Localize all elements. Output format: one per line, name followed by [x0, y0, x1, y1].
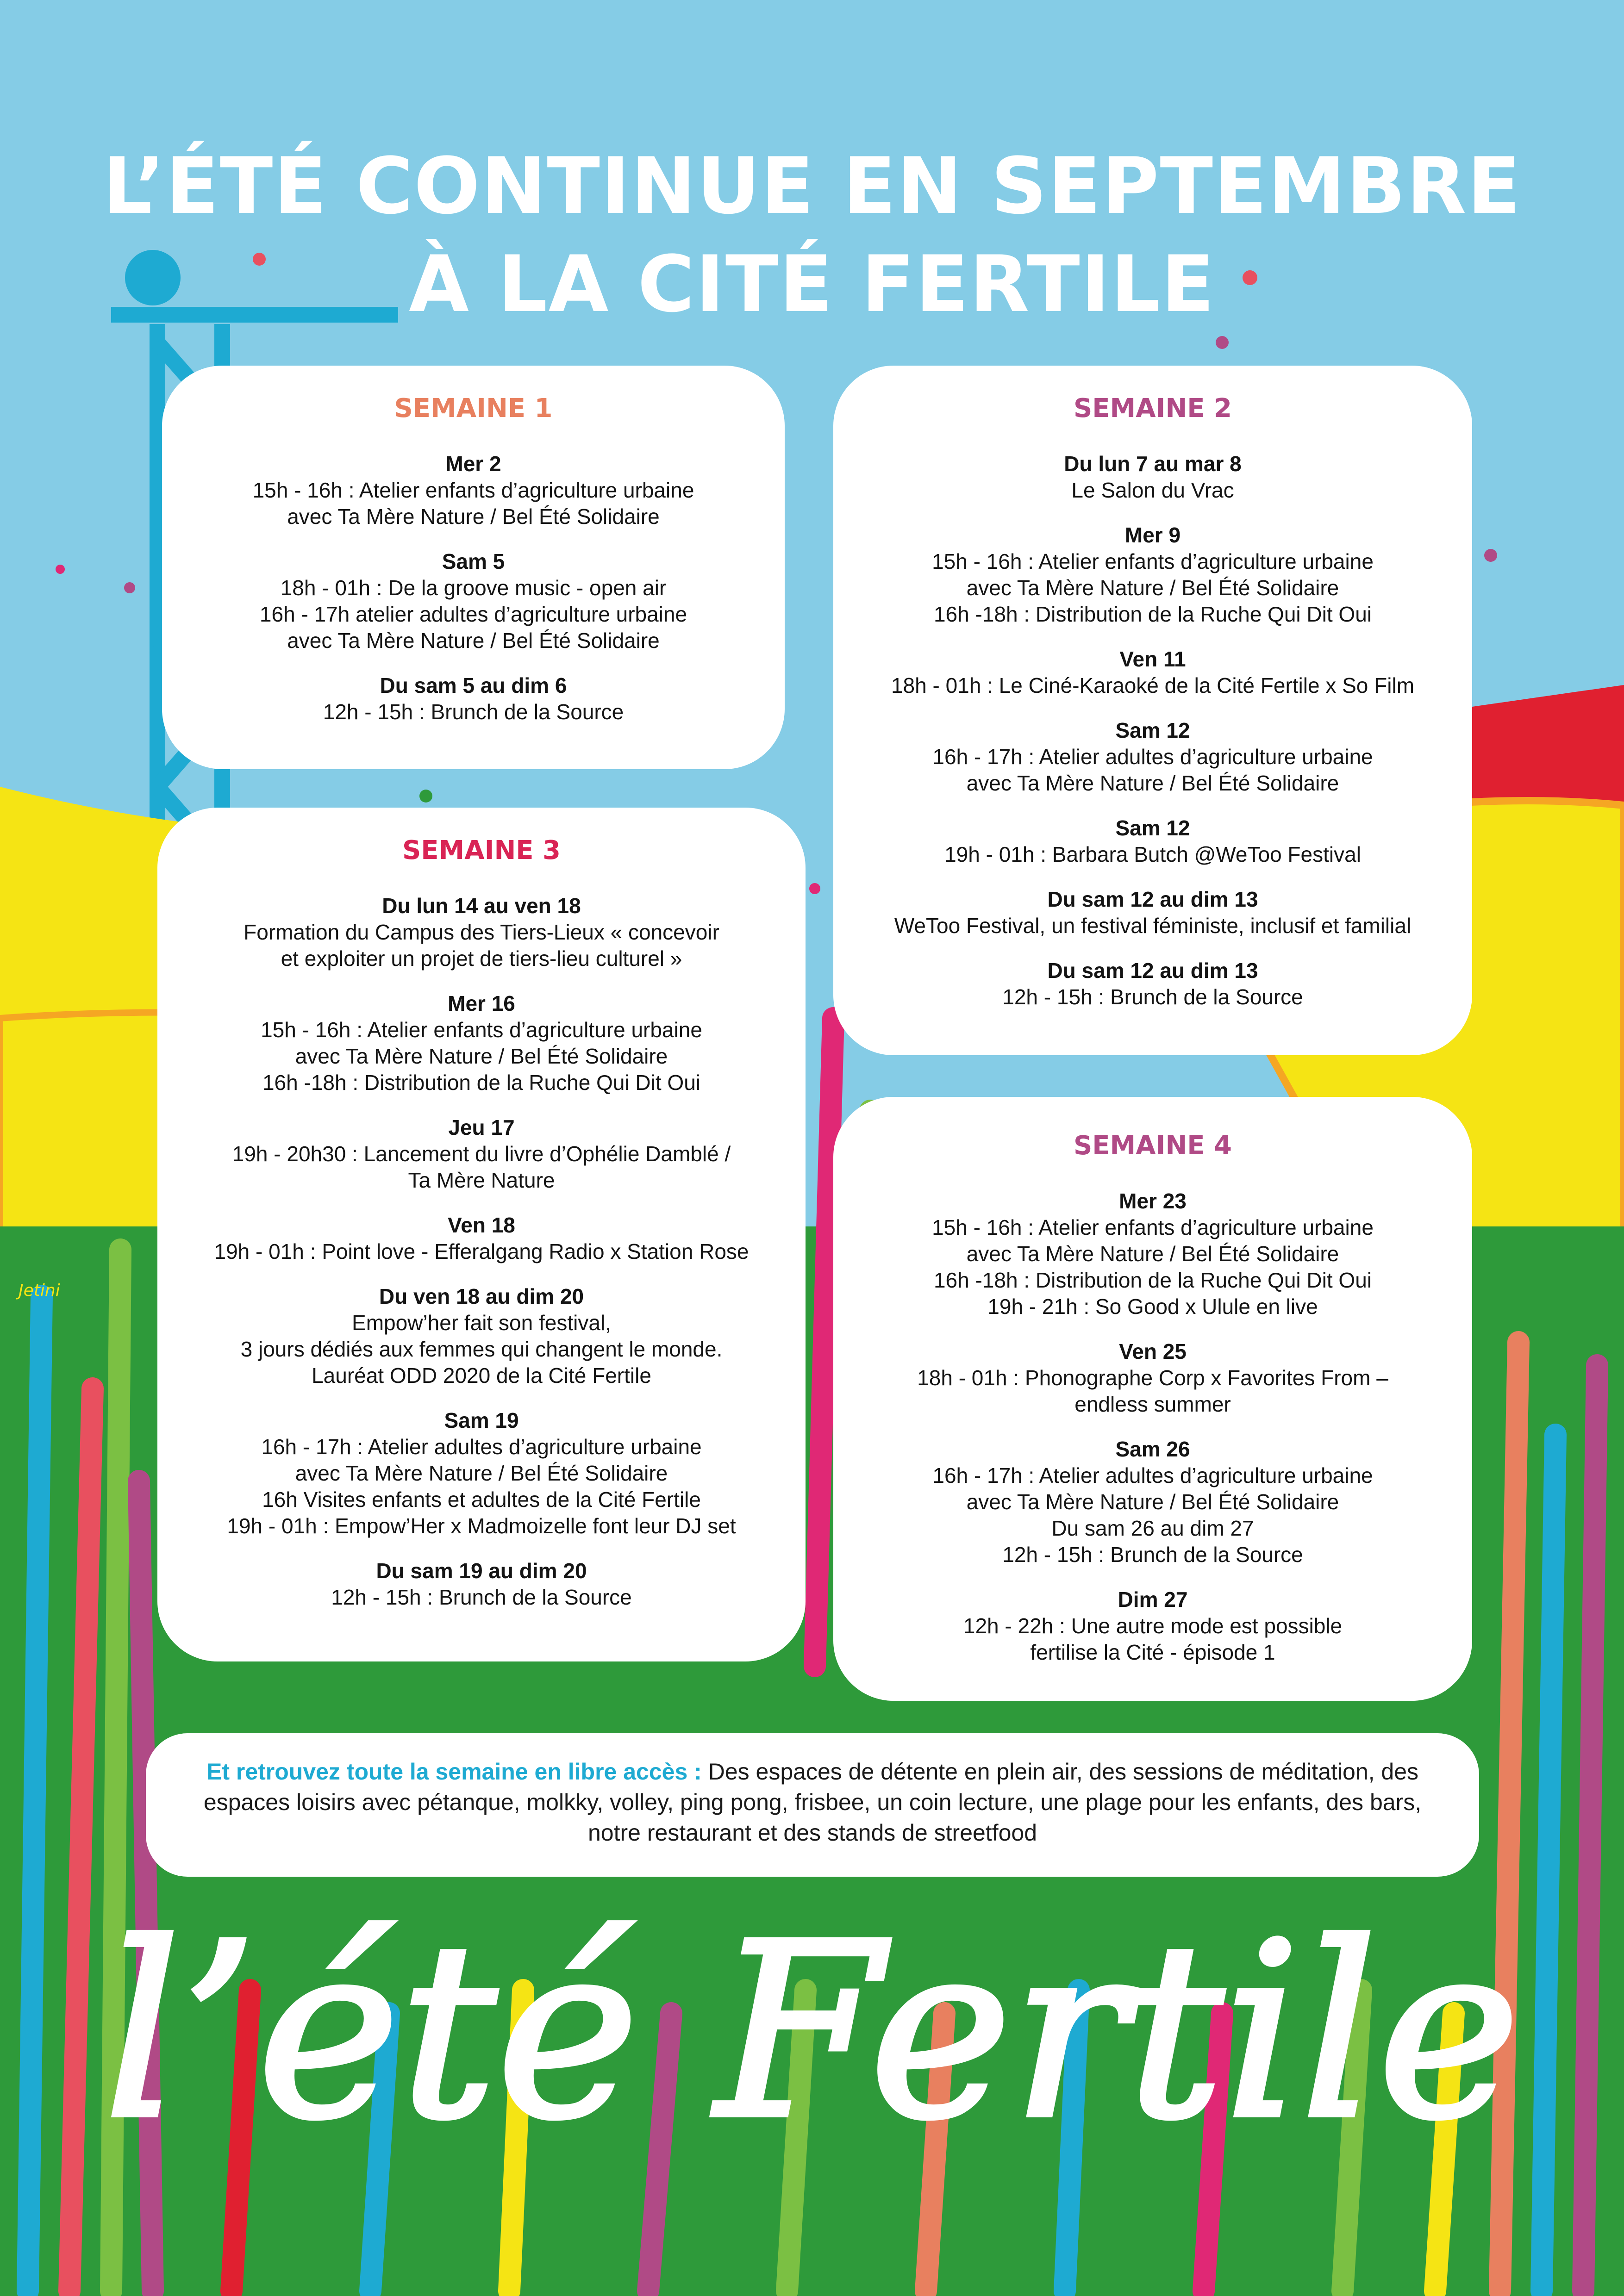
event-item: [162, 451, 785, 530]
week-title: SEMAINE 2: [1073, 393, 1232, 423]
week-4-card: [833, 1097, 1472, 1701]
event-detail: avec Ta Mère Nature / Bel Été Solidaire: [295, 1461, 668, 1485]
event-item: [833, 886, 1472, 939]
open-access-note: [146, 1733, 1479, 1877]
event-date: Du ven 18 au dim 20: [379, 1284, 584, 1308]
event-date: Sam 26: [1115, 1437, 1190, 1461]
event-date: Mer 9: [1124, 523, 1181, 547]
event-detail: 15h - 16h : Atelier enfants d’agriculture urbaine: [252, 478, 694, 502]
event-detail: 19h - 21h : So Good x Ulule en live: [987, 1294, 1318, 1319]
event-detail: avec Ta Mère Nature / Bel Été Solidaire: [287, 504, 660, 529]
event-item: [833, 1338, 1472, 1418]
event-detail: 12h - 22h : Une autre mode est possible: [963, 1613, 1343, 1638]
event-detail: 19h - 20h30 : Lancement du livre d’Ophélie Damblé /: [232, 1141, 731, 1166]
event-item: [157, 1114, 806, 1194]
event-detail: 15h - 16h : Atelier enfants d’agriculture urbaine: [932, 549, 1374, 573]
event-date: Du lun 14 au ven 18: [382, 893, 581, 918]
open-access-lead: Et retrouvez toute la semaine en libre accès :: [206, 1759, 702, 1785]
logo-text: l’été Fertile: [104, 1892, 1520, 2172]
event-detail: 16h - 17h : Atelier adultes d’agriculture urbaine: [261, 1434, 702, 1459]
event-detail: avec Ta Mère Nature / Bel Été Solidaire: [966, 1241, 1339, 1266]
event-list: [162, 451, 785, 725]
event-detail: et exploiter un projet de tiers-lieu culturel »: [281, 946, 682, 971]
ete-fertile-logo: [0, 1874, 1624, 2198]
open-access-text: Des espaces de détente en plein air, des sessions de méditation, des espaces loisirs avec pétanque, molkky, volley, ping pong, frisbee, un coin lecture, une plage pour les enfants, des bars, notre restaurant et des stands de streetfood: [203, 1759, 1422, 1846]
event-detail: 19h - 01h : Barbara Butch @WeToo Festival: [944, 842, 1361, 866]
event-date: Sam 5: [442, 549, 505, 573]
week-title: SEMAINE 1: [394, 393, 553, 423]
event-date: Sam 12: [1115, 815, 1190, 840]
page-title-line-2: À LA CITÉ FERTILE: [409, 239, 1215, 330]
week-2-card: [833, 366, 1472, 1055]
event-item: [157, 1558, 806, 1611]
event-detail: Ta Mère Nature: [408, 1168, 555, 1192]
event-date: Dim 27: [1118, 1587, 1188, 1612]
event-detail: 3 jours dédiés aux femmes qui changent le monde.: [240, 1337, 723, 1361]
event-detail: 15h - 16h : Atelier enfants d’agriculture urbaine: [932, 1215, 1374, 1239]
event-date: Mer 16: [448, 991, 515, 1015]
event-date: Sam 19: [444, 1408, 519, 1432]
event-detail: 12h - 15h : Brunch de la Source: [323, 699, 624, 724]
event-date: Du sam 12 au dim 13: [1047, 958, 1258, 983]
event-date: Ven 25: [1119, 1339, 1187, 1363]
event-item: [157, 990, 806, 1096]
event-date: Sam 12: [1115, 718, 1190, 742]
event-date: Mer 23: [1119, 1188, 1187, 1213]
event-detail: Du sam 26 au dim 27: [1051, 1516, 1254, 1540]
event-detail: 16h - 17h atelier adultes d’agriculture urbaine: [259, 602, 687, 626]
event-detail: Lauréat ODD 2020 de la Cité Fertile: [312, 1363, 651, 1388]
event-date: Ven 18: [448, 1213, 515, 1237]
event-item: [162, 672, 785, 725]
week-title: SEMAINE 3: [402, 835, 561, 865]
event-list: [157, 893, 806, 1611]
event-item: [157, 1212, 806, 1265]
event-detail: Empow’her fait son festival,: [352, 1310, 611, 1335]
event-date: Du lun 7 au mar 8: [1064, 451, 1242, 476]
event-detail: avec Ta Mère Nature / Bel Été Solidaire: [966, 1489, 1339, 1514]
event-detail: 16h - 17h : Atelier adultes d’agriculture urbaine: [932, 744, 1373, 769]
event-detail: 16h Visites enfants et adultes de la Cité Fertile: [262, 1487, 701, 1512]
event-item: [833, 1436, 1472, 1568]
event-detail: avec Ta Mère Nature / Bel Été Solidaire: [287, 628, 660, 653]
event-date: Jeu 17: [448, 1115, 515, 1139]
event-detail: avec Ta Mère Nature / Bel Été Solidaire: [295, 1044, 668, 1068]
event-detail: 16h - 17h : Atelier adultes d’agriculture urbaine: [932, 1463, 1373, 1487]
event-detail: 12h - 15h : Brunch de la Source: [331, 1585, 632, 1609]
event-detail: WeToo Festival, un festival féministe, inclusif et familial: [894, 913, 1412, 938]
event-detail: 19h - 01h : Point love - Efferalgang Radio x Station Rose: [214, 1239, 749, 1263]
event-detail: avec Ta Mère Nature / Bel Été Solidaire: [966, 771, 1339, 795]
event-detail: 18h - 01h : Le Ciné-Karaoké de la Cité Fertile x So Film: [891, 673, 1415, 697]
event-item: [157, 1283, 806, 1389]
event-item: [162, 548, 785, 654]
event-detail: 16h -18h : Distribution de la Ruche Qui Dit Oui: [933, 1268, 1372, 1292]
week-1-card: [162, 366, 785, 769]
event-detail: 19h - 01h : Empow’Her x Madmoizelle font leur DJ set: [227, 1513, 736, 1538]
event-detail: 12h - 15h : Brunch de la Source: [1002, 1542, 1303, 1567]
event-date: Du sam 5 au dim 6: [380, 673, 567, 697]
event-detail: 18h - 01h : Phonographe Corp x Favorites From –: [917, 1365, 1388, 1390]
event-detail: 16h -18h : Distribution de la Ruche Qui Dit Oui: [262, 1070, 701, 1095]
event-item: [833, 1587, 1472, 1666]
event-detail: endless summer: [1074, 1392, 1231, 1416]
event-item: [833, 1188, 1472, 1320]
event-item: [157, 1407, 806, 1539]
event-item: [833, 522, 1472, 628]
event-detail: 16h -18h : Distribution de la Ruche Qui Dit Oui: [933, 602, 1372, 626]
week-3-card: [157, 808, 806, 1661]
event-date: Ven 11: [1119, 647, 1186, 671]
event-detail: 18h - 01h : De la groove music - open air: [280, 575, 667, 600]
event-detail: fertilise la Cité - épisode 1: [1030, 1640, 1275, 1664]
artist-signature: Jetini: [19, 1281, 60, 1300]
event-detail: Formation du Campus des Tiers-Lieux « concevoir: [244, 920, 719, 944]
event-item: [157, 893, 806, 972]
event-item: [833, 815, 1472, 868]
event-list: [833, 1188, 1472, 1666]
event-list: [833, 451, 1472, 1010]
event-date: Du sam 19 au dim 20: [376, 1558, 587, 1583]
event-date: Du sam 12 au dim 13: [1047, 887, 1258, 911]
event-item: [833, 717, 1472, 796]
page-title-line-1: L’ÉTÉ CONTINUE EN SEPTEMBRE: [102, 141, 1522, 231]
event-item: [833, 451, 1472, 504]
week-title: SEMAINE 4: [1073, 1131, 1232, 1161]
event-item: [833, 958, 1472, 1010]
event-detail: Le Salon du Vrac: [1071, 478, 1234, 502]
event-date: Mer 2: [445, 451, 501, 476]
event-detail: avec Ta Mère Nature / Bel Été Solidaire: [966, 575, 1339, 600]
event-detail: 12h - 15h : Brunch de la Source: [1002, 984, 1303, 1009]
event-detail: 15h - 16h : Atelier enfants d’agriculture urbaine: [261, 1017, 702, 1042]
event-item: [833, 646, 1472, 699]
